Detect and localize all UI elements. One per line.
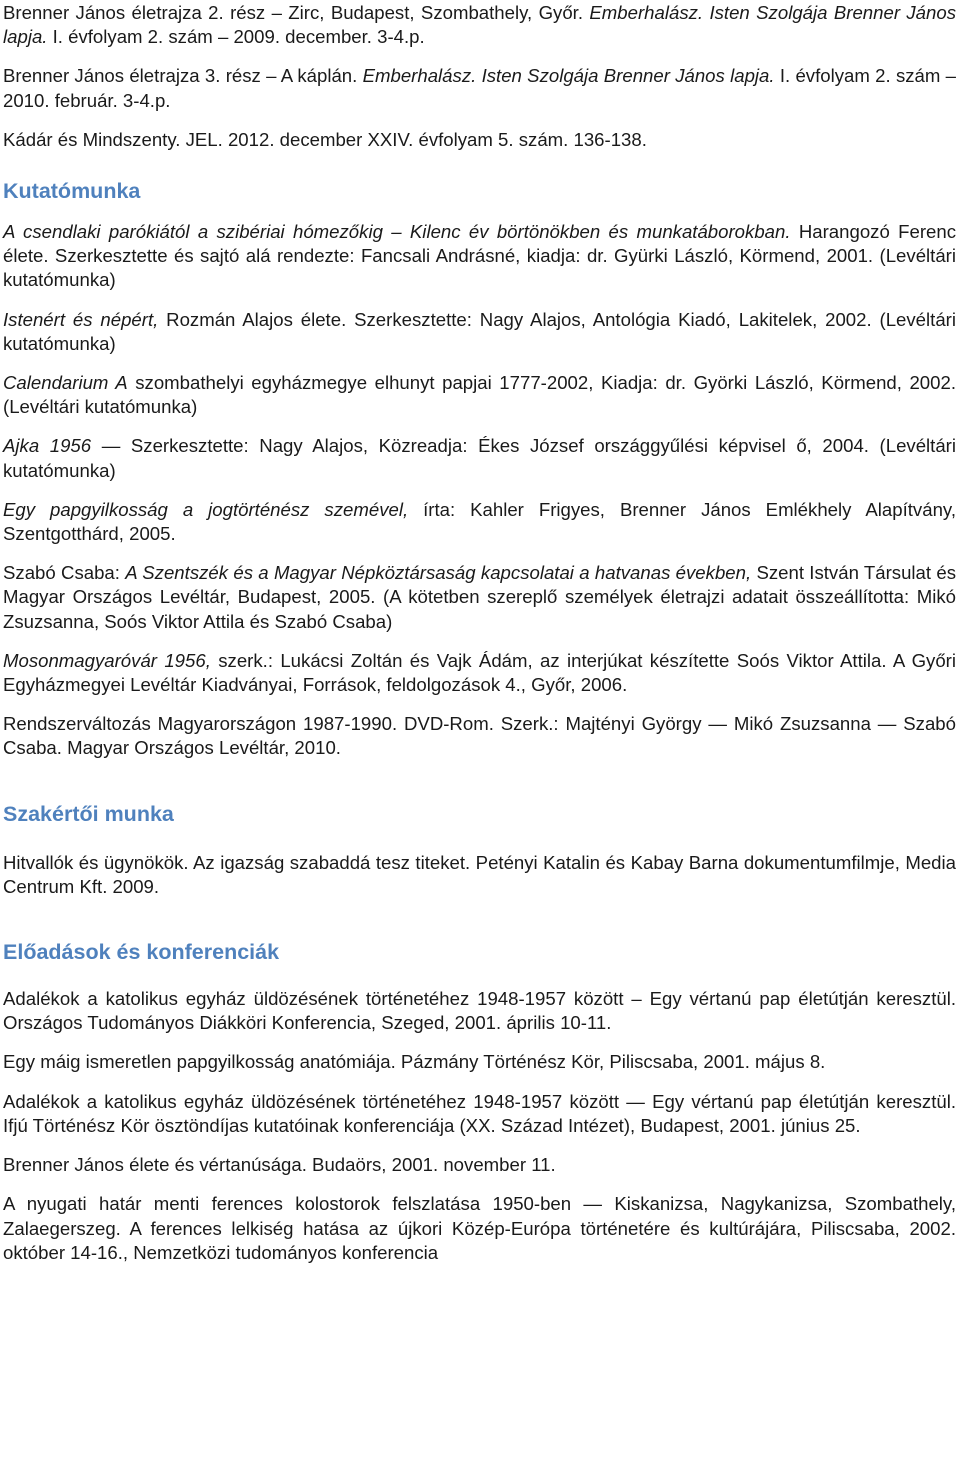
research-entry	[3, 308, 956, 356]
entry-lead-text: Adalékok a katolikus egyház üldözésének történetéhez 1948-1957 között — Egy vértanú pap életútján keresztül. Ifjú Történész Kör ösztöndíjas kutatóinak konferenciája (XX. Század Intézet), Budapest, 2001. június 25.	[3, 1090, 956, 1136]
lecture-entry	[3, 987, 956, 1035]
entry-italic-text: Calendarium A	[3, 372, 128, 394]
document-page	[3, 0, 956, 1265]
section-heading-eloadasok: Előadások és konferenciák	[3, 940, 280, 965]
entry-lead-text: A nyugati határ menti ferences kolostorok felszlatása 1950-ben — Kiskanizsa, Nagykanizsa, Szombathely, Zalaegerszeg. A ferences lelkiség hatása az újkori Közép-Európa történetére és kultúrájára, Piliscsaba, 2002. október 14-16., Nemzetközi tudományos konferencia	[3, 1193, 956, 1263]
entry-italic-text: Emberhalász. Isten Szolgája Brenner János lapja.	[3, 2, 957, 48]
lecture-entry	[3, 1153, 956, 1177]
entry-lead-text: Hitvallók és ügynökök. Az igazság szabaddá tesz titeket. Petényi Katalin és Kabay Barna dokumentumfilmje, Media Centrum Kft. 2009.	[3, 851, 956, 897]
entry-tail-text: — Szerkesztette: Nagy Alajos, Közreadja: Ékes József országgyűlési képvisel ő, 2004. (Levéltári kutatómunka)	[3, 435, 957, 481]
publication-entry	[3, 128, 956, 152]
lecture-entry	[3, 1090, 956, 1138]
entry-lead-text: Rendszerváltozás Magyarországon 1987-1990. DVD-Rom. Szerk.: Majtényi György — Mikó Zsuzsanna — Szabó Csaba. Magyar Országos Levéltár, 2010.	[3, 713, 956, 759]
research-entry	[3, 561, 956, 634]
entry-italic-text: Emberhalász. Isten Szolgája Brenner János lapja.	[362, 65, 775, 87]
entry-lead-text: Adalékok a katolikus egyház üldözésének történetéhez 1948-1957 között – Egy vértanú pap életútján keresztül. Országos Tudományos Diákköri Konferencia, Szeged, 2001. április 10-11.	[3, 988, 956, 1034]
entry-lead-text: Szabó Csaba:	[3, 562, 126, 584]
lecture-entry	[3, 1192, 956, 1265]
research-entry	[3, 712, 956, 760]
entry-lead-text: Egy máig ismeretlen papgyilkosság anatómiája. Pázmány Történész Kör, Piliscsaba, 2001. május 8.	[3, 1051, 826, 1073]
section-heading-szakertoi: Szakértői munka	[3, 801, 174, 826]
entry-tail-text: Szent István Társulat és Magyar Országos Levéltár, Budapest, 2005. (A kötetben szereplő személyek életrajzi adatait összeállította: Mikó Zsuzsanna, Soós Viktor Attila és Szabó Csaba)	[3, 562, 956, 632]
expert-entry	[3, 851, 956, 899]
research-entry	[3, 371, 956, 419]
entry-tail-text: Harangozó Ferenc élete. Szerkesztette és sajtó alá rendezte: Fancsali Andrásné, kiadja: dr. Gyürki László, Körmend, 2001. (Levéltári kutatómunka)	[3, 221, 956, 291]
entry-tail-text: I. évfolyam 2. szám – 2010. február. 3-4.p.	[3, 65, 956, 111]
entry-text: Brenner János életrajza 3. rész – A káplán.	[3, 65, 363, 87]
publication-entry	[3, 64, 956, 112]
entry-text: Kádár és Mindszenty. JEL. 2012. december XXIV. évfolyam 5. szám. 136-138.	[3, 128, 647, 150]
entry-tail-text: Rozmán Alajos élete. Szerkesztette: Nagy Alajos, Antológia Kiadó, Lakitelek, 2002. (Levéltári kutatómunka)	[3, 308, 956, 354]
entry-text: Brenner János életrajza 2. rész – Zirc, Budapest, Szombathely, Győr.	[3, 2, 590, 23]
entry-tail-text: szombathelyi egyházmegye elhunyt papjai 1777-2002, Kiadja: dr. Györki László, Körmend, 2002. (Levéltári kutatómunka)	[3, 372, 957, 418]
publication-entry	[3, 1, 956, 49]
research-entry	[3, 434, 956, 482]
entry-italic-text: A Szentszék és a Magyar Népköztársaság kapcsolatai a hatvanas években,	[125, 562, 752, 584]
entry-tail-text: írta: Kahler Frigyes, Brenner János Emlékhely Alapítvány, Szentgotthárd, 2005.	[3, 498, 956, 545]
lecture-entry	[3, 1050, 956, 1074]
entry-italic-text: A csendlaki parókiától a szibériai hómezőkig – Kilenc év börtönökben és munkatáborokban.	[3, 221, 791, 243]
research-entry	[3, 220, 956, 293]
research-entry	[3, 649, 956, 697]
section-heading-kutatomunka: Kutatómunka	[3, 179, 141, 204]
entry-tail-text: I. évfolyam 2. szám – 2009. december. 3-4.p.	[47, 26, 425, 48]
entry-tail-text: szerk.: Lukácsi Zoltán és Vajk Ádám, az interjúkat készítette Soós Viktor Attila. A Győri Egyházmegyei Levéltár Kiadványai, Források, feldolgozások 4., Győr, 2006.	[3, 649, 956, 696]
entry-italic-text: Egy papgyilkosság a jogtörténész szemével,	[3, 498, 409, 520]
research-entry	[3, 498, 956, 546]
entry-italic-text: Ajka 1956	[3, 435, 92, 457]
entry-lead-text: Brenner János élete és vértanúsága. Budaörs, 2001. november 11.	[3, 1154, 556, 1176]
entry-italic-text: Istenért és népért,	[3, 308, 159, 330]
entry-italic-text: Mosonmagyaróvár 1956,	[3, 649, 211, 671]
